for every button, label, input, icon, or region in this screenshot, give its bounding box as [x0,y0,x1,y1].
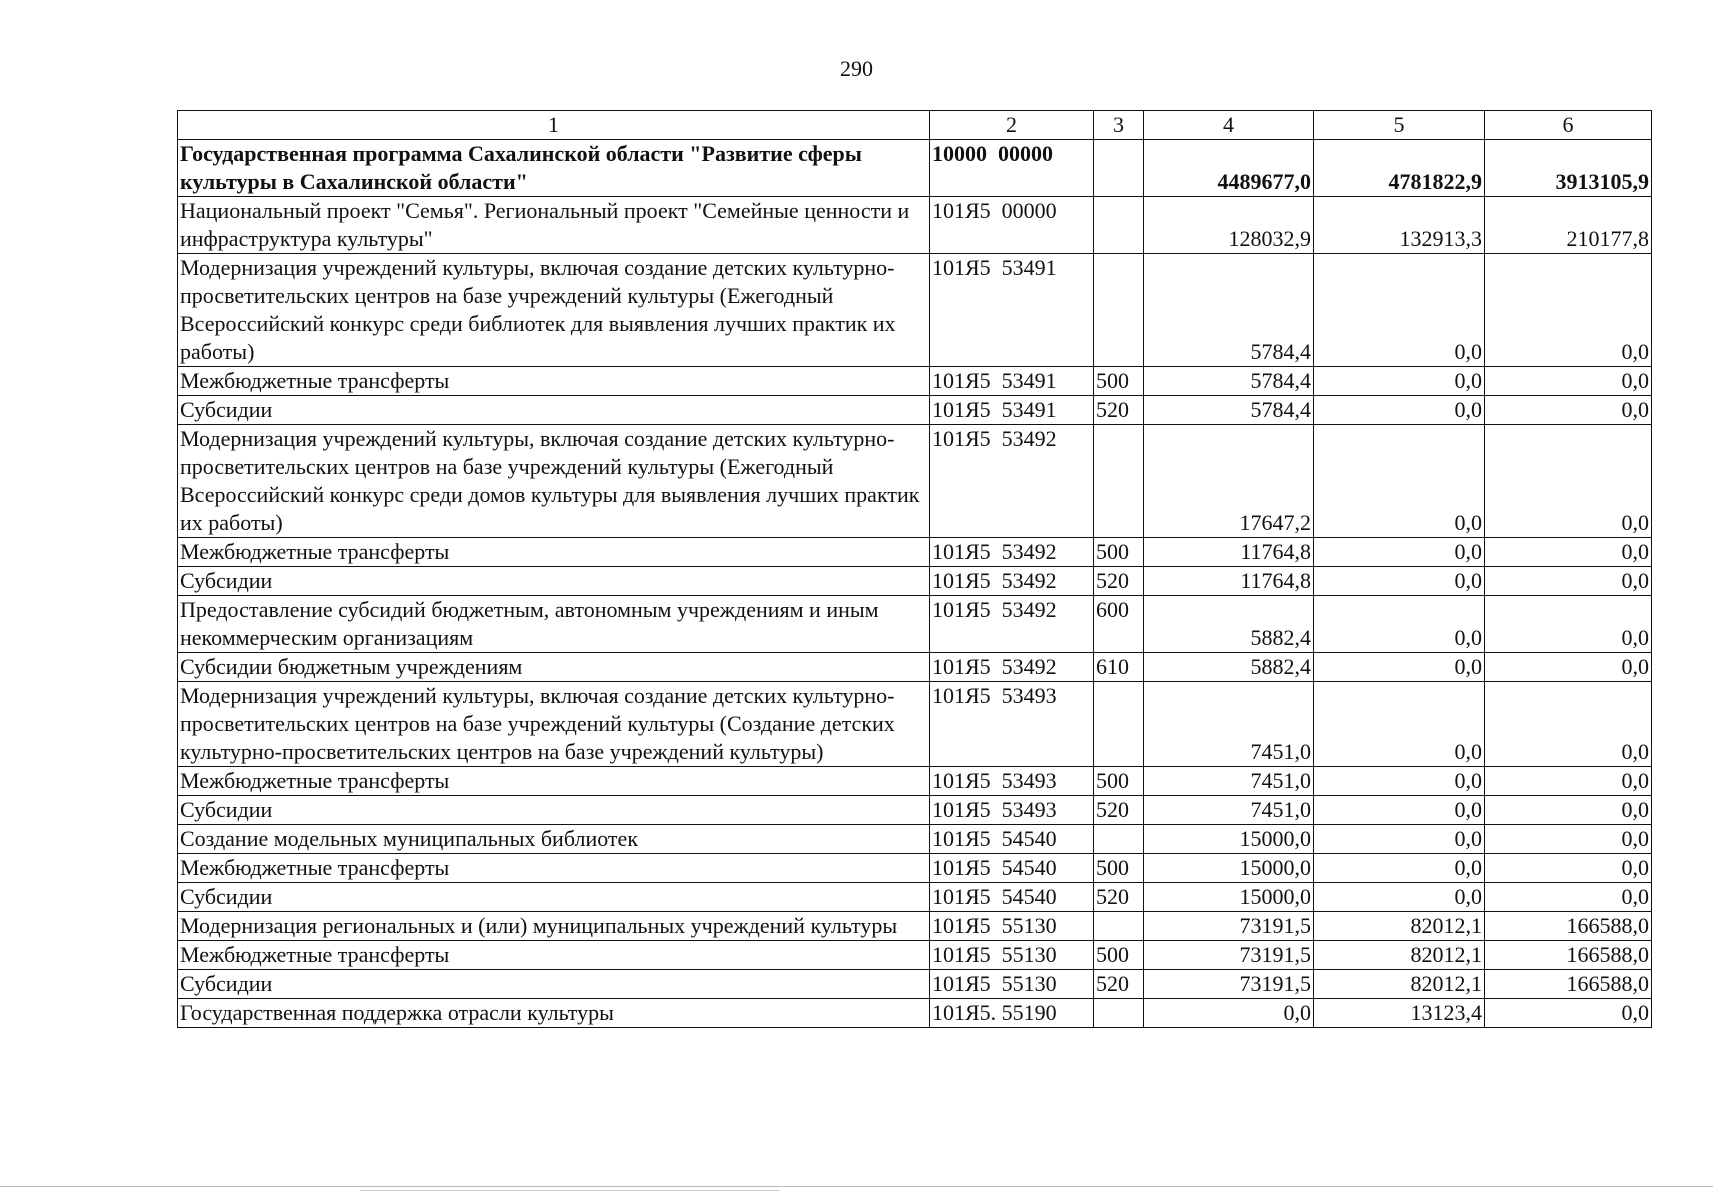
row-name: Государственная поддержка отрасли культуры [178,999,930,1028]
row-code: 101Я5 53491 [930,396,1094,425]
row-value-col6: 166588,0 [1485,970,1652,999]
row-code: 101Я5 54540 [930,825,1094,854]
row-code: 101Я5 53493 [930,682,1094,767]
row-value-col6: 0,0 [1485,883,1652,912]
row-category [1094,197,1144,254]
row-value-col5: 0,0 [1314,396,1485,425]
column-number-row [178,111,1652,140]
row-code: 101Я5 55130 [930,912,1094,941]
row-value-col4: 5882,4 [1144,653,1314,682]
row-value-col4: 73191,5 [1144,970,1314,999]
table-row [178,883,1652,912]
table-row [178,796,1652,825]
row-value-col5: 82012,1 [1314,970,1485,999]
row-category: 520 [1094,396,1144,425]
row-code: 101Я5 55130 [930,970,1094,999]
column-number: 2 [930,111,1094,140]
row-category [1094,682,1144,767]
table-row [178,970,1652,999]
table-row [178,825,1652,854]
row-code: 101Я5 54540 [930,883,1094,912]
row-name: Субсидии бюджетным учреждениям [178,653,930,682]
row-value-col4: 5784,4 [1144,396,1314,425]
row-name: Государственная программа Сахалинской области "Развитие сферы культуры в Сахалинской области" [178,140,930,197]
table-row [178,567,1652,596]
row-code: 101Я5 54540 [930,854,1094,883]
row-code: 101Я5. 55190 [930,999,1094,1028]
row-category: 520 [1094,567,1144,596]
table-row [178,653,1652,682]
row-value-col6: 0,0 [1485,653,1652,682]
row-value-col4: 4489677,0 [1144,140,1314,197]
row-category: 610 [1094,653,1144,682]
scan-line [360,1190,780,1191]
row-value-col6: 0,0 [1485,367,1652,396]
row-value-col6: 0,0 [1485,425,1652,538]
row-value-col5: 0,0 [1314,854,1485,883]
row-value-col4: 5784,4 [1144,367,1314,396]
table-row [178,254,1652,367]
row-value-col6: 0,0 [1485,796,1652,825]
column-number: 6 [1485,111,1652,140]
row-value-col5: 4781822,9 [1314,140,1485,197]
row-name: Субсидии [178,567,930,596]
row-value-col4: 5784,4 [1144,254,1314,367]
row-value-col5: 82012,1 [1314,941,1485,970]
row-code: 101Я5 53493 [930,767,1094,796]
row-value-col6: 0,0 [1485,538,1652,567]
row-category [1094,254,1144,367]
column-number: 4 [1144,111,1314,140]
table-row [178,425,1652,538]
row-name: Субсидии [178,883,930,912]
row-name: Межбюджетные трансферты [178,767,930,796]
table-row [178,999,1652,1028]
row-value-col4: 15000,0 [1144,883,1314,912]
row-value-col4: 11764,8 [1144,567,1314,596]
row-category [1094,140,1144,197]
row-name: Межбюджетные трансферты [178,854,930,883]
budget-table-body [178,111,1652,1028]
row-code: 101Я5 53492 [930,425,1094,538]
table-row [178,912,1652,941]
row-value-col4: 73191,5 [1144,912,1314,941]
column-number: 3 [1094,111,1144,140]
table-row [178,538,1652,567]
row-value-col5: 0,0 [1314,653,1485,682]
row-name: Субсидии [178,396,930,425]
row-category [1094,425,1144,538]
row-category: 500 [1094,767,1144,796]
row-value-col6: 0,0 [1485,596,1652,653]
row-code: 101Я5 53492 [930,596,1094,653]
row-category: 520 [1094,796,1144,825]
row-category: 500 [1094,538,1144,567]
row-name: Предоставление субсидий бюджетным, автономным учреждениям и иным некоммерческим организациям [178,596,930,653]
row-value-col6: 0,0 [1485,854,1652,883]
row-value-col5: 0,0 [1314,538,1485,567]
row-value-col4: 0,0 [1144,999,1314,1028]
row-value-col6: 0,0 [1485,567,1652,596]
row-value-col6: 166588,0 [1485,941,1652,970]
row-value-col5: 0,0 [1314,367,1485,396]
row-value-col6: 0,0 [1485,396,1652,425]
row-code: 101Я5 53491 [930,254,1094,367]
row-value-col5: 13123,4 [1314,999,1485,1028]
row-category [1094,912,1144,941]
row-value-col4: 11764,8 [1144,538,1314,567]
row-value-col4: 7451,0 [1144,682,1314,767]
row-code: 101Я5 53492 [930,538,1094,567]
row-name: Модернизация учреждений культуры, включая создание детских культурно-просветительских центров на базе учреждений культуры (Создание детских культурно-просветительских центров на базе учреждений культуры) [178,682,930,767]
row-value-col4: 7451,0 [1144,767,1314,796]
row-value-col5: 0,0 [1314,883,1485,912]
row-value-col5: 0,0 [1314,767,1485,796]
table-row [178,197,1652,254]
row-value-col5: 0,0 [1314,425,1485,538]
row-value-col6: 0,0 [1485,254,1652,367]
row-category: 600 [1094,596,1144,653]
row-value-col6: 0,0 [1485,825,1652,854]
row-name: Модернизация учреждений культуры, включая создание детских культурно-просветительских центров на базе учреждений культуры (Ежегодный Всероссийский конкурс среди библиотек для выявления лучших практик их работы) [178,254,930,367]
row-name: Национальный проект "Семья". Региональный проект "Семейные ценности и инфраструктура культуры" [178,197,930,254]
row-name: Межбюджетные трансферты [178,538,930,567]
column-number: 5 [1314,111,1485,140]
row-name: Модернизация учреждений культуры, включая создание детских культурно-просветительских центров на базе учреждений культуры (Ежегодный Всероссийский конкурс среди домов культуры для выявления лучших практик их работы) [178,425,930,538]
row-value-col5: 0,0 [1314,796,1485,825]
table-row [178,854,1652,883]
row-value-col4: 15000,0 [1144,854,1314,883]
row-value-col6: 166588,0 [1485,912,1652,941]
row-value-col5: 0,0 [1314,254,1485,367]
row-code: 101Я5 53491 [930,367,1094,396]
row-code: 101Я5 00000 [930,197,1094,254]
table-row [178,140,1652,197]
row-name: Субсидии [178,796,930,825]
table-row [178,682,1652,767]
row-category: 520 [1094,883,1144,912]
row-category: 500 [1094,941,1144,970]
table-row [178,596,1652,653]
row-value-col4: 15000,0 [1144,825,1314,854]
row-code: 101Я5 53493 [930,796,1094,825]
row-value-col6: 0,0 [1485,999,1652,1028]
row-value-col5: 132913,3 [1314,197,1485,254]
table-row [178,767,1652,796]
row-value-col5: 0,0 [1314,682,1485,767]
page-number: 290 [840,56,873,81]
table-row [178,367,1652,396]
row-value-col5: 82012,1 [1314,912,1485,941]
row-code: 10000 00000 [930,140,1094,197]
table-row [178,941,1652,970]
row-value-col4: 73191,5 [1144,941,1314,970]
scan-line [0,1186,1713,1187]
row-value-col4: 7451,0 [1144,796,1314,825]
row-category: 500 [1094,367,1144,396]
row-name: Субсидии [178,970,930,999]
row-value-col4: 17647,2 [1144,425,1314,538]
row-code: 101Я5 55130 [930,941,1094,970]
row-code: 101Я5 53492 [930,653,1094,682]
row-code: 101Я5 53492 [930,567,1094,596]
row-value-col5: 0,0 [1314,596,1485,653]
row-value-col4: 128032,9 [1144,197,1314,254]
row-value-col6: 3913105,9 [1485,140,1652,197]
row-value-col5: 0,0 [1314,825,1485,854]
budget-table [177,110,1652,1028]
row-category: 500 [1094,854,1144,883]
row-name: Модернизация региональных и (или) муниципальных учреждений культуры [178,912,930,941]
row-name: Создание модельных муниципальных библиотек [178,825,930,854]
row-category [1094,999,1144,1028]
table-row [178,396,1652,425]
row-category [1094,825,1144,854]
row-value-col5: 0,0 [1314,567,1485,596]
row-value-col6: 0,0 [1485,767,1652,796]
row-value-col6: 0,0 [1485,682,1652,767]
row-category: 520 [1094,970,1144,999]
row-name: Межбюджетные трансферты [178,941,930,970]
row-value-col4: 5882,4 [1144,596,1314,653]
row-value-col6: 210177,8 [1485,197,1652,254]
row-name: Межбюджетные трансферты [178,367,930,396]
column-number: 1 [178,111,930,140]
